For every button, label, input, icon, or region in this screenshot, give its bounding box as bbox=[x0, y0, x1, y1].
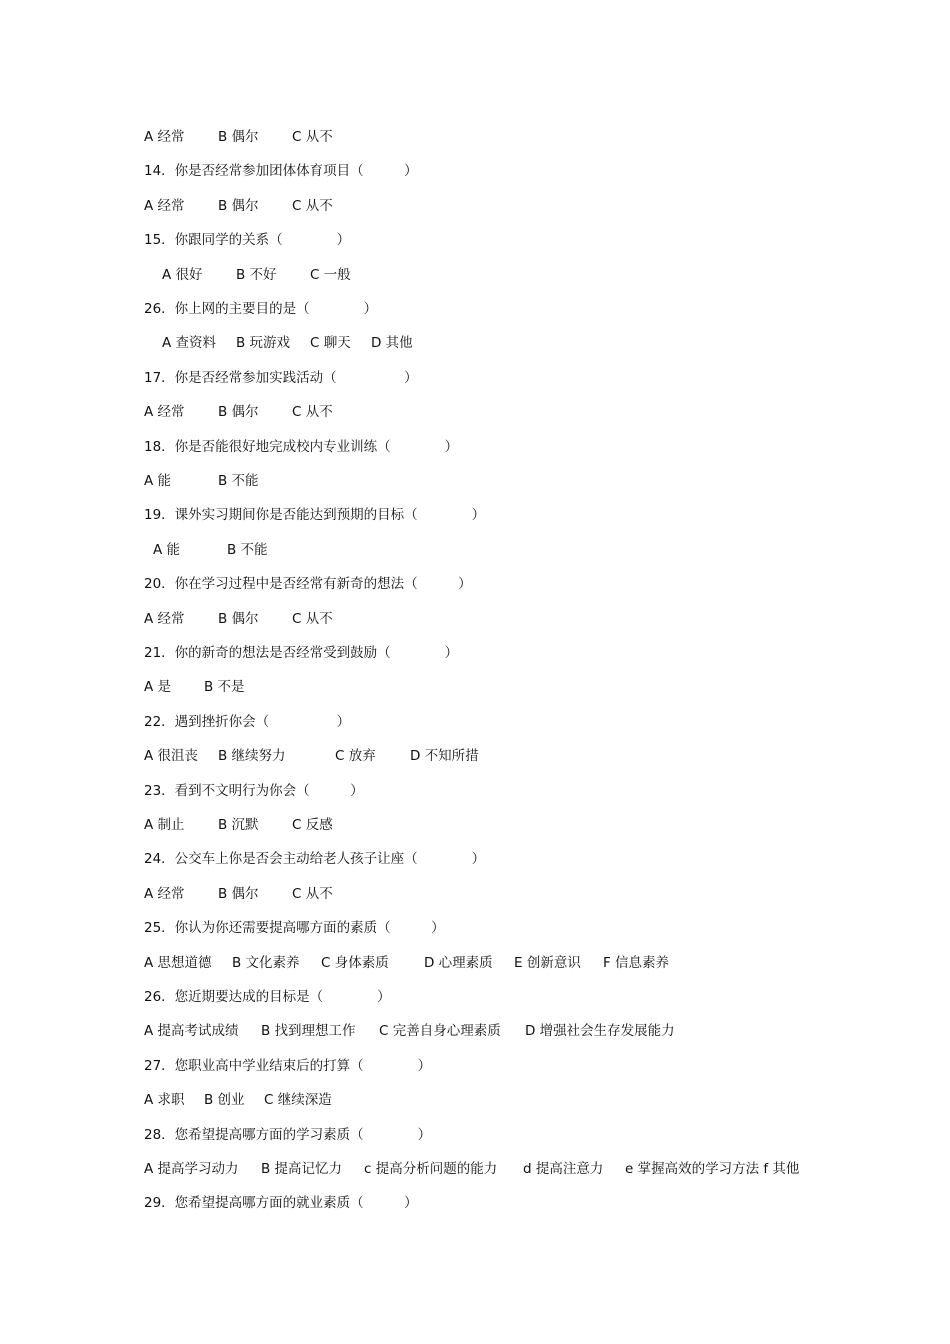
answer-option: A 思想道德 bbox=[144, 955, 212, 971]
question-text: 28．您希望提高哪方面的学习素质（ ） bbox=[144, 1127, 432, 1143]
answer-option: A 经常 bbox=[144, 611, 185, 627]
question-text: 14．你是否经常参加团体体育项目（ ） bbox=[144, 163, 418, 179]
answer-option: A 查资料 bbox=[162, 335, 217, 351]
answer-option: A 能 bbox=[144, 473, 172, 489]
question-text: 26．您近期要达成的目标是（ ） bbox=[144, 989, 391, 1005]
answer-option: B 提高记忆力 bbox=[261, 1161, 343, 1177]
answer-option: c 提高分析问题的能力 bbox=[364, 1161, 498, 1177]
answer-option: B 创业 bbox=[204, 1092, 245, 1108]
answer-option: B 不是 bbox=[204, 679, 245, 695]
answer-option: A 能 bbox=[153, 542, 181, 558]
answer-option: A 求职 bbox=[144, 1092, 185, 1108]
answer-option: B 文化素养 bbox=[232, 955, 300, 971]
answer-option: B 偶尔 bbox=[218, 611, 259, 627]
answer-option: C 身体素质 bbox=[321, 955, 389, 971]
answer-option: A 经常 bbox=[144, 404, 185, 420]
answer-option: D 不知所措 bbox=[410, 748, 479, 764]
answer-option: C 从不 bbox=[292, 129, 333, 145]
answer-option: A 经常 bbox=[144, 198, 185, 214]
answer-option: C 放弃 bbox=[335, 748, 376, 764]
question-text: 27．您职业高中学业结束后的打算（ ） bbox=[144, 1058, 432, 1074]
answer-option: B 偶尔 bbox=[218, 129, 259, 145]
answer-option: A 提高考试成绩 bbox=[144, 1023, 239, 1039]
answer-option: C 从不 bbox=[292, 611, 333, 627]
question-text: 24．公交车上你是否会主动给老人孩子让座（ ） bbox=[144, 851, 486, 867]
answer-option: B 不能 bbox=[218, 473, 259, 489]
answer-option: D 其他 bbox=[371, 335, 413, 351]
question-text: 22．遇到挫折你会（ ） bbox=[144, 714, 351, 730]
answer-option: B 不能 bbox=[227, 542, 268, 558]
question-text: 15．你跟同学的关系（ ） bbox=[144, 232, 351, 248]
answer-option: B 玩游戏 bbox=[236, 335, 291, 351]
answer-option: D 心理素质 bbox=[424, 955, 493, 971]
answer-option: D 增强社会生存发展能力 bbox=[525, 1023, 675, 1039]
answer-option: C 完善自身心理素质 bbox=[379, 1023, 501, 1039]
answer-option: B 继续努力 bbox=[218, 748, 286, 764]
answer-option: C 从不 bbox=[292, 198, 333, 214]
answer-option: C 反感 bbox=[292, 817, 333, 833]
question-text: 26．你上网的主要目的是（ ） bbox=[144, 301, 378, 317]
answer-option: B 偶尔 bbox=[218, 886, 259, 902]
answer-option: e 掌握高效的学习方法 f 其他 bbox=[625, 1161, 800, 1177]
question-text: 23．看到不文明行为你会（ ） bbox=[144, 783, 364, 799]
answer-option: B 找到理想工作 bbox=[261, 1023, 356, 1039]
question-text: 18．你是否能很好地完成校内专业训练（ ） bbox=[144, 439, 459, 455]
answer-option: A 经常 bbox=[144, 886, 185, 902]
answer-option: F 信息素养 bbox=[603, 955, 670, 971]
answer-option: B 偶尔 bbox=[218, 198, 259, 214]
answer-option: C 从不 bbox=[292, 404, 333, 420]
answer-option: B 沉默 bbox=[218, 817, 259, 833]
answer-option: C 继续深造 bbox=[264, 1092, 332, 1108]
answer-option: A 制止 bbox=[144, 817, 185, 833]
question-text: 29．您希望提高哪方面的就业素质（ ） bbox=[144, 1195, 418, 1211]
answer-option: C 聊天 bbox=[310, 335, 351, 351]
question-text: 21．你的新奇的想法是否经常受到鼓励（ ） bbox=[144, 645, 459, 661]
answer-option: E 创新意识 bbox=[514, 955, 581, 971]
answer-option: A 提高学习动力 bbox=[144, 1161, 239, 1177]
question-text: 17．你是否经常参加实践活动（ ） bbox=[144, 370, 418, 386]
answer-option: d 提高注意力 bbox=[523, 1161, 604, 1177]
question-text: 25．你认为你还需要提高哪方面的素质（ ） bbox=[144, 920, 445, 936]
answer-option: A 是 bbox=[144, 679, 172, 695]
answer-option: C 从不 bbox=[292, 886, 333, 902]
answer-option: B 不好 bbox=[236, 267, 277, 283]
answer-option: B 偶尔 bbox=[218, 404, 259, 420]
question-text: 20．你在学习过程中是否经常有新奇的想法（ ） bbox=[144, 576, 472, 592]
answer-option: A 很沮丧 bbox=[144, 748, 199, 764]
question-text: 19．课外实习期间你是否能达到预期的目标（ ） bbox=[144, 507, 486, 523]
answer-option: A 很好 bbox=[162, 267, 203, 283]
answer-option: C 一般 bbox=[310, 267, 351, 283]
answer-option: A 经常 bbox=[144, 129, 185, 145]
